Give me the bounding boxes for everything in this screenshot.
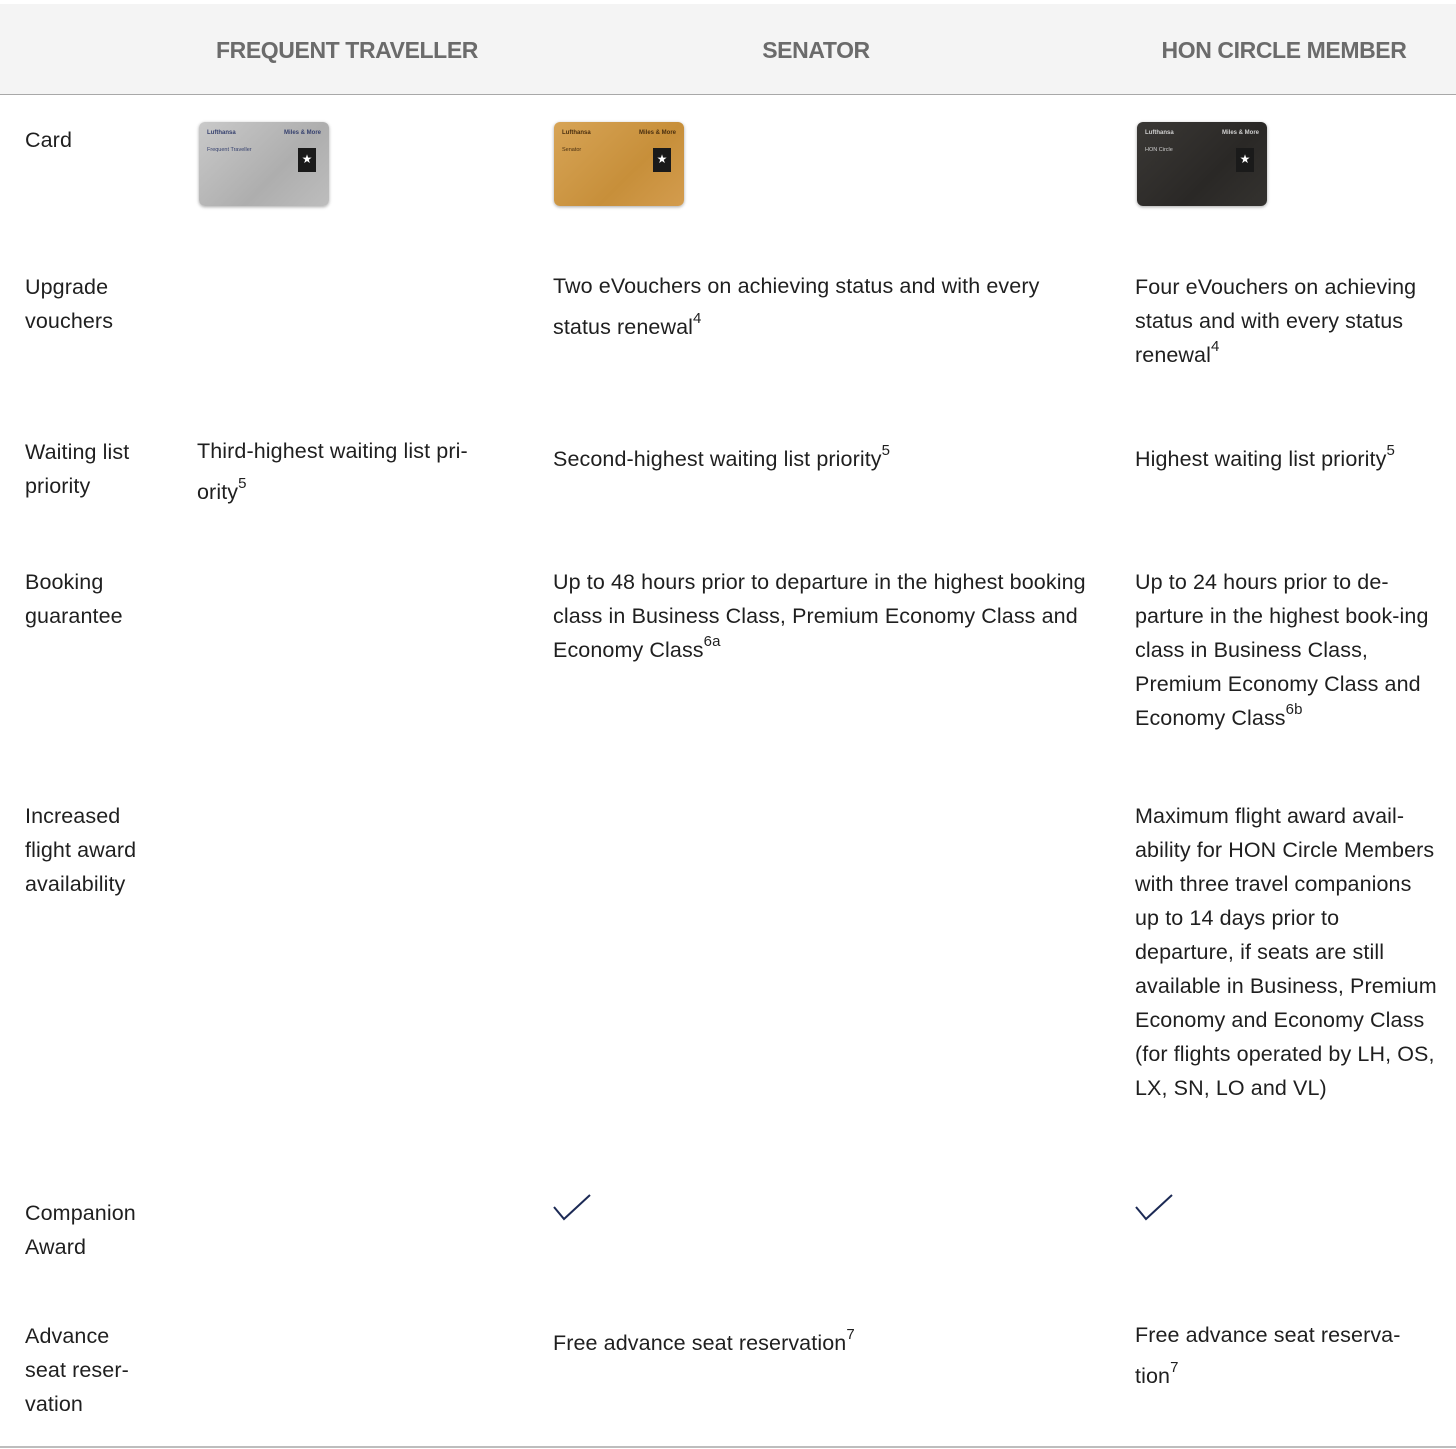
card-tier-name: HON Circle	[1145, 147, 1173, 153]
row-label-waiting-list: Waiting list priority	[25, 440, 130, 498]
row-label-upgrade-vouchers: Upgrade vouchers	[25, 275, 114, 333]
ft-waiting-list: Third-highest waiting list pri-ority$^5$	[197, 439, 468, 504]
senator-upgrade-vouchers: Two eVouchers on achieving status and with every status renewal$^4$	[553, 274, 1040, 339]
column-header-frequent-traveller: FREQUENT TRAVELLER	[216, 37, 478, 63]
hon-waiting-list: Highest waiting list priority$^5$	[1135, 441, 1395, 471]
hon-circle-card-image	[1137, 122, 1267, 206]
senator-booking-guarantee: Up to 48 hours prior to departure in the highest booking class in Business Class, Premium Economy Class and Economy Class$^{6a}$	[553, 570, 1086, 662]
hon-seat-reservation: Free advance seat reserva-tion$^7$	[1135, 1323, 1401, 1388]
card-brand: Lufthansa	[562, 130, 591, 136]
star-alliance-icon: ★	[1236, 148, 1254, 172]
row-label-award-availability: Increased flight award availability	[25, 804, 137, 896]
card-tier-name: Frequent Traveller	[207, 147, 252, 153]
senator-companion-check-icon	[552, 1193, 592, 1223]
card-program: Miles & More	[638, 130, 676, 136]
card-brand: Lufthansa	[1145, 130, 1174, 136]
card-program: Miles & More	[1221, 130, 1259, 136]
star-alliance-icon: ★	[653, 148, 671, 172]
row-label-companion-award: Companion Award	[25, 1201, 136, 1259]
star-alliance-icon: ★	[298, 148, 316, 172]
frequent-traveller-card-image	[199, 122, 329, 206]
card-program: Miles & More	[283, 130, 321, 136]
card-tier-name: Senator	[562, 147, 582, 153]
senator-card-image	[554, 122, 684, 206]
senator-waiting-list: Second-highest waiting list priority$^5$	[553, 441, 891, 471]
card-brand: Lufthansa	[207, 130, 236, 136]
hon-companion-check-icon	[1134, 1193, 1174, 1223]
senator-seat-reservation: Free advance seat reservation$^7$	[553, 1325, 855, 1355]
column-header-hon-circle: HON CIRCLE MEMBER	[1161, 37, 1407, 63]
hon-booking-guarantee: Up to 24 hours prior to de-parture in the highest book-ing class in Business Class, Premium Economy Class and Economy Class$^{6b}$	[1135, 570, 1429, 730]
row-label-card: Card	[25, 128, 73, 152]
table-bottom-border	[0, 1446, 1456, 1448]
column-header-senator: SENATOR	[762, 37, 870, 63]
hon-award-availability: Maximum flight award avail-ability for HON Circle Members with three travel companions up to 14 days prior to departure, if seats are still available in Business, Premium Economy and Economy Class (for flights operated by LH, OS, LX, SN, LO and VL)	[1135, 804, 1437, 1100]
row-label-booking-guarantee: Booking guarantee	[25, 570, 123, 628]
table-header	[0, 4, 1456, 95]
row-label-seat-reservation: Advance seat reser-vation	[25, 1324, 129, 1416]
hon-upgrade-vouchers: Four eVouchers on achieving status and with every status renewal$^4$	[1135, 275, 1417, 367]
